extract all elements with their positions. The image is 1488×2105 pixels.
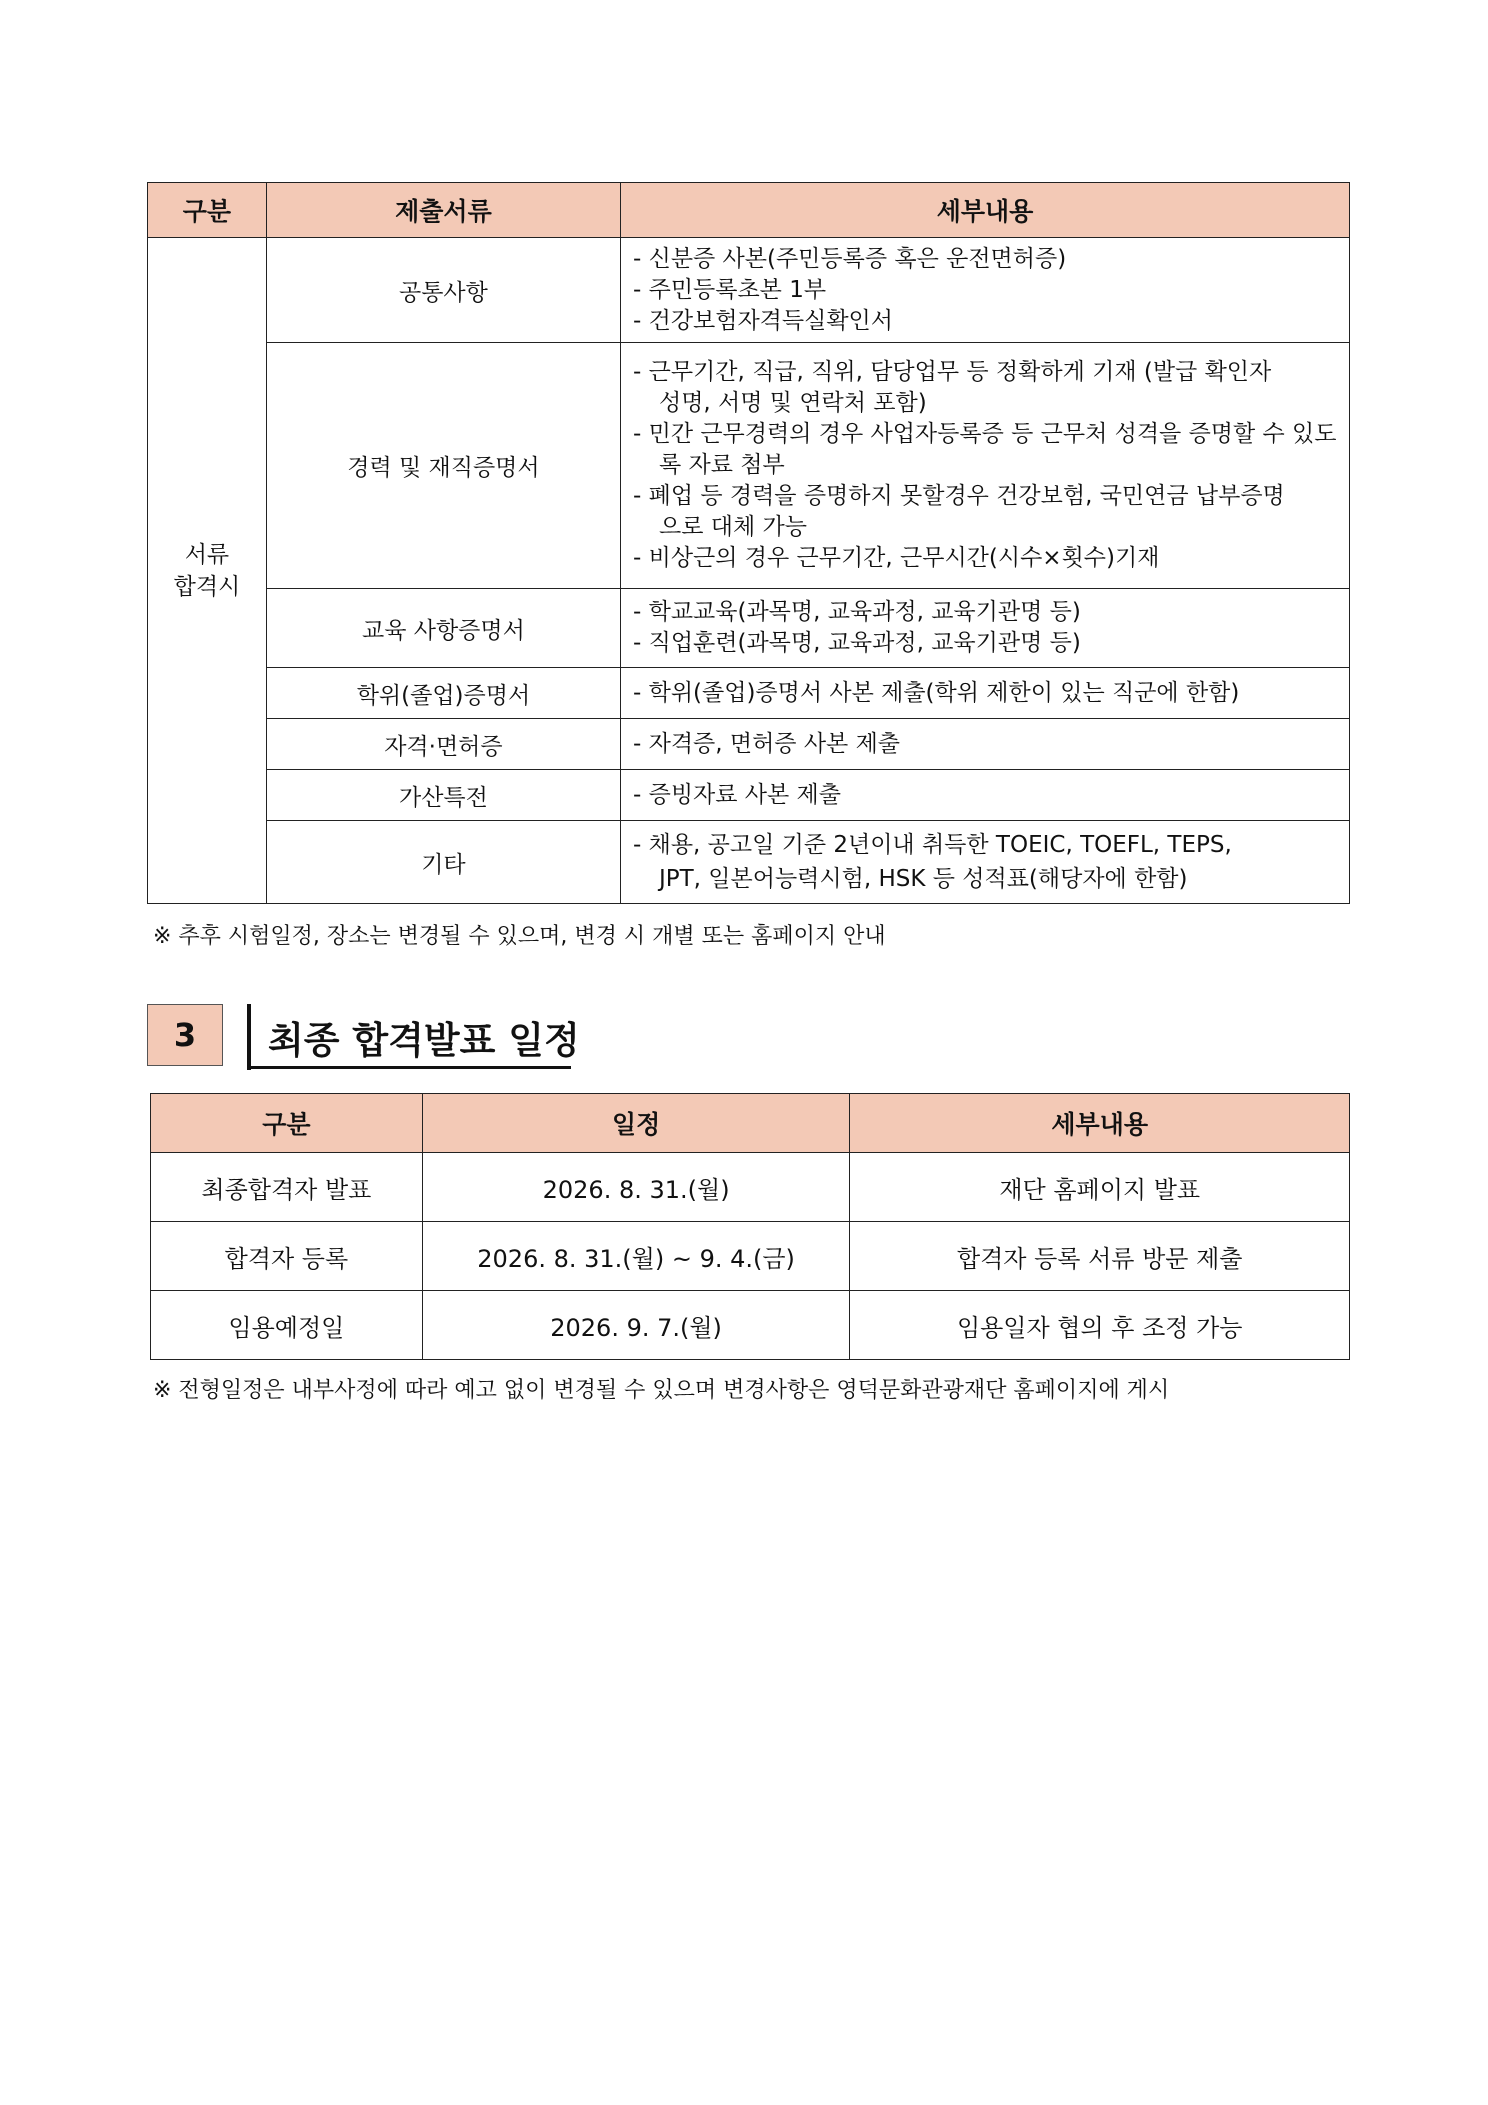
- table-row: [148, 343, 1350, 589]
- header-details: 세부내용: [850, 1094, 1350, 1153]
- header-category: 구분: [151, 1094, 423, 1153]
- doc-details: [620, 238, 1349, 343]
- schedule-category: 합격자 등록: [151, 1222, 423, 1291]
- schedule-category: 최종합격자 발표: [151, 1153, 423, 1222]
- table-row: [148, 719, 1350, 770]
- table-row: [151, 1222, 1350, 1291]
- detail-line: - 학교교육(과목명, 교육과정, 교육기관명 등): [632, 599, 1081, 625]
- doc-name: 경력 및 재직증명서: [266, 343, 620, 589]
- doc-details: [620, 770, 1349, 821]
- doc-details: [620, 343, 1349, 589]
- doc-name: 기타: [266, 821, 620, 904]
- header-documents: 제출서류: [266, 183, 620, 238]
- schedule-date: 2026. 8. 31.(월) ~ 9. 4.(금): [422, 1222, 850, 1291]
- table-row: [148, 821, 1350, 904]
- schedule-table: [150, 1093, 1350, 1360]
- schedule-detail: 임용일자 협의 후 조정 가능: [850, 1291, 1350, 1360]
- doc-name: 교육 사항증명서: [266, 589, 620, 668]
- doc-details: [620, 719, 1349, 770]
- doc-name: 자격·면허증: [266, 719, 620, 770]
- category-line-2: 합격시: [173, 573, 241, 600]
- schedule-disclaimer-note: ※ 전형일정은 내부사정에 따라 예고 없이 변경될 수 있으며 변경사항은 영덕문화관광재단 홈페이지에 게시: [153, 1378, 1170, 1403]
- table-row: [151, 1153, 1350, 1222]
- schedule-detail: 합격자 등록 서류 방문 제출: [850, 1222, 1350, 1291]
- schedule-detail: 재단 홈페이지 발표: [850, 1153, 1350, 1222]
- table-row: [148, 589, 1350, 668]
- table-row: [148, 238, 1350, 343]
- detail-line: - 폐업 등 경력을 증명하지 못할경우 건강보험, 국민연금 납부증명으로 대체 가능: [632, 483, 1285, 540]
- documents-table: [147, 182, 1350, 904]
- header-details: 세부내용: [620, 183, 1349, 238]
- category-cell: [148, 238, 267, 904]
- category-line-1: 서류: [184, 541, 230, 568]
- doc-details: [620, 821, 1349, 904]
- detail-line: - 신분증 사본(주민등록증 혹은 운전면허증): [632, 245, 1067, 272]
- schedule-date: 2026. 9. 7.(월): [422, 1291, 850, 1360]
- documents-table-header: [148, 183, 1350, 238]
- table-row: [151, 1291, 1350, 1360]
- doc-name: 가산특전: [266, 770, 620, 821]
- table-row: [148, 668, 1350, 719]
- detail-line: - 주민등록초본 1부: [632, 276, 827, 303]
- detail-line: - 민간 근무경력의 경우 사업자등록증 등 근무처 성격을 증명할 수 있도록 자료 첨부: [632, 421, 1337, 478]
- detail-line: - 증빙자료 사본 제출: [632, 781, 841, 808]
- detail-line: - 근무기간, 직급, 직위, 담당업무 등 정확하게 기재 (발급 확인자 성명, 서명 및 연락처 포함): [632, 359, 1272, 416]
- section-title-underline: [247, 1066, 571, 1069]
- detail-line: - 자격증, 면허증 사본 제출: [632, 730, 901, 757]
- table-row: [148, 770, 1350, 821]
- header-category: 구분: [148, 183, 267, 238]
- section-title: 최종 합격발표 일정: [268, 1019, 580, 1062]
- schedule-date: 2026. 8. 31.(월): [422, 1153, 850, 1222]
- doc-details: [620, 668, 1349, 719]
- detail-line: - 직업훈련(과목명, 교육과정, 교육기관명 등): [632, 630, 1081, 656]
- detail-line: - 채용, 공고일 기준 2년이내 취득한 TOEIC, TOEFL, TEPS, JPT, 일본어능력시험, HSK 등 성적표(해당자에 한함): [632, 832, 1232, 892]
- schedule-category: 임용예정일: [151, 1291, 423, 1360]
- section-title-bar: [247, 1004, 251, 1070]
- doc-name: 학위(졸업)증명서: [266, 668, 620, 719]
- doc-details: [620, 589, 1349, 668]
- detail-line: - 비상근의 경우 근무기간, 근무시간(시수×횟수)기재: [632, 545, 1160, 571]
- doc-name: 공통사항: [266, 238, 620, 343]
- header-date: 일정: [422, 1094, 850, 1153]
- schedule-table-header: [151, 1094, 1350, 1153]
- schedule-change-note: ※ 추후 시험일정, 장소는 변경될 수 있으며, 변경 시 개별 또는 홈페이지 안내: [153, 924, 886, 949]
- section-number: 3: [147, 1004, 223, 1066]
- detail-line: - 건강보험자격득실확인서: [632, 307, 893, 334]
- detail-line: - 학위(졸업)증명서 사본 제출(학위 제한이 있는 직군에 한함): [632, 679, 1240, 706]
